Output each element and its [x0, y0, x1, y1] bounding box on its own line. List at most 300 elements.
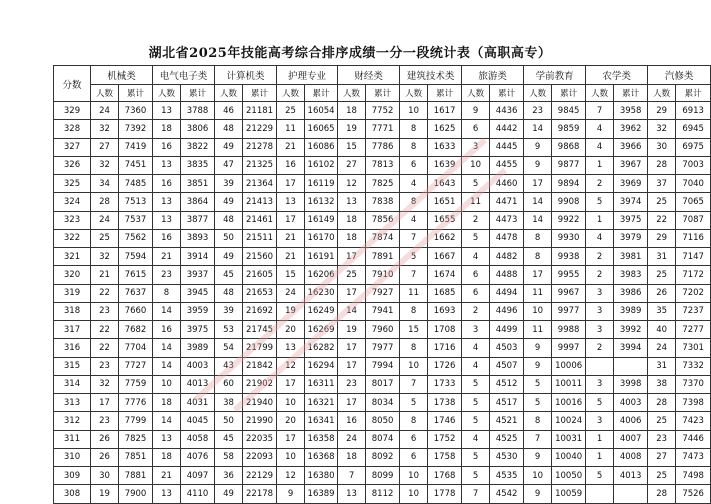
table-row [54, 229, 711, 247]
cumulative-subheader: 累计 [490, 85, 524, 102]
count-cell: 12 [277, 357, 305, 375]
cumulative-cell: 4445 [490, 138, 524, 156]
cumulative-cell: 4008 [614, 448, 648, 466]
score-cell: 320 [54, 266, 91, 284]
cumulative-cell: 7977 [366, 339, 400, 357]
count-cell: 27 [648, 448, 676, 466]
count-cell: 48 [215, 284, 243, 302]
count-cell: 9 [524, 138, 552, 156]
cumulative-cell: 7301 [676, 339, 711, 357]
cumulative-cell: 4058 [181, 430, 215, 448]
cumulative-cell: 16249 [305, 302, 338, 320]
cumulative-cell: 7172 [676, 266, 711, 284]
cumulative-cell: 22035 [243, 430, 277, 448]
cumulative-cell: 4521 [490, 412, 524, 430]
cumulative-cell: 3945 [181, 284, 215, 302]
cumulative-cell: 9988 [552, 321, 586, 339]
count-cell: 6 [462, 284, 490, 302]
cumulative-cell: 7771 [366, 120, 400, 138]
table-row [54, 339, 711, 357]
cumulative-cell: 10059 [552, 485, 586, 503]
cumulative-subheader: 累计 [305, 85, 338, 102]
count-cell: 17 [524, 175, 552, 193]
cumulative-subheader: 累计 [552, 85, 586, 102]
cumulative-cell: 3806 [181, 120, 215, 138]
count-cell: 10 [524, 302, 552, 320]
count-cell: 39 [215, 302, 243, 320]
count-cell: 25 [648, 193, 676, 211]
count-cell: 19 [338, 120, 366, 138]
cumulative-cell: 16358 [305, 430, 338, 448]
count-cell: 6 [400, 156, 428, 174]
count-cell: 25 [648, 412, 676, 430]
count-cell: 13 [153, 485, 181, 503]
count-cell: 13 [153, 102, 181, 120]
count-subheader: 人数 [648, 85, 676, 102]
score-cell: 312 [54, 412, 91, 430]
cumulative-cell: 4494 [490, 284, 524, 302]
category-header: 旅游类 [462, 66, 524, 85]
cumulative-cell: 21653 [243, 284, 277, 302]
count-cell: 13 [153, 430, 181, 448]
count-cell: 28 [91, 193, 119, 211]
cumulative-cell: 22178 [243, 485, 277, 503]
cumulative-cell: 7776 [119, 394, 153, 412]
cumulative-cell: 4013 [614, 467, 648, 485]
count-cell: 38 [215, 394, 243, 412]
table-row [54, 375, 711, 393]
cumulative-cell: 9845 [552, 102, 586, 120]
cumulative-cell: 16119 [305, 175, 338, 193]
count-cell: 16 [153, 175, 181, 193]
count-cell: 17 [338, 248, 366, 266]
count-cell: 10 [277, 448, 305, 466]
cumulative-cell: 7615 [119, 266, 153, 284]
count-cell: 30 [91, 467, 119, 485]
table-row [54, 193, 711, 211]
cumulative-cell: 16170 [305, 229, 338, 247]
cumulative-cell: 3983 [614, 266, 648, 284]
count-cell: 7 [400, 375, 428, 393]
count-cell: 13 [338, 193, 366, 211]
score-cell: 326 [54, 156, 91, 174]
cumulative-cell: 1716 [428, 339, 462, 357]
count-cell: 3 [586, 321, 614, 339]
count-cell: 17 [91, 394, 119, 412]
cumulative-cell: 4512 [490, 375, 524, 393]
cumulative-cell: 3967 [614, 156, 648, 174]
cumulative-cell: 3966 [614, 138, 648, 156]
count-cell: 2 [462, 211, 490, 229]
count-cell: 22 [91, 284, 119, 302]
cumulative-subheader: 累计 [428, 85, 462, 102]
cumulative-cell: 9922 [552, 211, 586, 229]
cumulative-cell: 7960 [366, 321, 400, 339]
table-row [54, 248, 711, 266]
count-cell: 20 [277, 412, 305, 430]
cumulative-cell: 21902 [243, 375, 277, 393]
cumulative-cell: 3981 [614, 248, 648, 266]
count-cell: 6 [400, 448, 428, 466]
table-row [54, 102, 711, 120]
cumulative-cell: 7498 [676, 467, 711, 485]
count-cell: 34 [91, 175, 119, 193]
score-cell: 322 [54, 229, 91, 247]
cumulative-cell: 7813 [366, 156, 400, 174]
count-cell: 6 [400, 430, 428, 448]
table-row [54, 485, 711, 503]
cumulative-cell: 7526 [676, 485, 711, 503]
count-cell: 31 [648, 248, 676, 266]
cumulative-cell: 9967 [552, 284, 586, 302]
cumulative-cell: 4473 [490, 211, 524, 229]
count-cell: 32 [648, 120, 676, 138]
count-cell: 7 [338, 467, 366, 485]
count-cell: 15 [338, 138, 366, 156]
count-cell: 8 [400, 412, 428, 430]
count-cell: 49 [215, 138, 243, 156]
cumulative-cell: 10011 [552, 375, 586, 393]
count-cell: 5 [462, 448, 490, 466]
cumulative-cell: 4076 [181, 448, 215, 466]
count-cell: 3 [462, 138, 490, 156]
count-cell: 17 [277, 430, 305, 448]
table-row [54, 138, 711, 156]
count-cell: 47 [215, 156, 243, 174]
count-cell: 21 [153, 248, 181, 266]
cumulative-cell: 7087 [676, 211, 711, 229]
count-subheader: 人数 [338, 85, 366, 102]
score-cell: 319 [54, 284, 91, 302]
category-header: 学前教育 [524, 66, 586, 85]
count-cell: 24 [277, 284, 305, 302]
count-cell: 21 [277, 138, 305, 156]
count-cell: 2 [586, 175, 614, 193]
count-cell: 23 [153, 266, 181, 284]
cumulative-cell: 1738 [428, 394, 462, 412]
cumulative-cell: 16380 [305, 467, 338, 485]
cumulative-cell: 16065 [305, 120, 338, 138]
count-cell: 11 [277, 120, 305, 138]
score-cell: 325 [54, 175, 91, 193]
cumulative-cell: 1655 [428, 211, 462, 229]
count-cell: 7 [524, 430, 552, 448]
table-header-row [54, 66, 711, 85]
cumulative-cell: 7825 [366, 175, 400, 193]
count-cell: 17 [338, 284, 366, 302]
table-row [54, 412, 711, 430]
cumulative-cell: 4007 [614, 430, 648, 448]
count-cell: 21 [277, 248, 305, 266]
cumulative-cell: 7891 [366, 248, 400, 266]
cumulative-cell: 10006 [552, 357, 586, 375]
score-table [53, 65, 711, 504]
cumulative-cell: 16206 [305, 266, 338, 284]
score-cell: 328 [54, 120, 91, 138]
count-cell: 13 [153, 193, 181, 211]
cumulative-cell: 8034 [366, 394, 400, 412]
count-cell: 39 [215, 175, 243, 193]
count-cell: 46 [215, 102, 243, 120]
cumulative-cell: 7003 [676, 156, 711, 174]
count-subheader: 人数 [586, 85, 614, 102]
count-cell: 2 [586, 248, 614, 266]
count-cell: 50 [215, 229, 243, 247]
count-cell: 4 [400, 175, 428, 193]
score-cell: 318 [54, 302, 91, 320]
cumulative-cell: 7473 [676, 448, 711, 466]
count-cell: 27 [338, 156, 366, 174]
count-cell: 8 [400, 138, 428, 156]
count-cell: 9 [524, 357, 552, 375]
cumulative-cell: 7994 [366, 357, 400, 375]
cumulative-cell: 7237 [676, 302, 711, 320]
count-cell: 3 [586, 412, 614, 430]
cumulative-cell: 7451 [119, 156, 153, 174]
cumulative-cell: 3974 [614, 193, 648, 211]
count-cell: 5 [462, 394, 490, 412]
count-cell: 36 [215, 467, 243, 485]
cumulative-cell: 7332 [676, 357, 711, 375]
cumulative-cell [614, 357, 648, 375]
count-cell: 9 [277, 485, 305, 503]
cumulative-cell: 7900 [119, 485, 153, 503]
count-cell: 10 [524, 467, 552, 485]
count-cell: 21 [91, 266, 119, 284]
count-cell: 10 [400, 102, 428, 120]
cumulative-cell: 7941 [366, 302, 400, 320]
count-cell: 11 [462, 193, 490, 211]
count-cell: 18 [338, 229, 366, 247]
cumulative-cell: 16086 [305, 138, 338, 156]
category-header: 财经类 [338, 66, 400, 85]
cumulative-cell: 1625 [428, 120, 462, 138]
cumulative-cell: 6913 [676, 102, 711, 120]
cumulative-cell: 10040 [552, 448, 586, 466]
cumulative-cell: 7682 [119, 321, 153, 339]
cumulative-cell: 22129 [243, 467, 277, 485]
cumulative-cell: 1633 [428, 138, 462, 156]
count-cell: 22 [91, 321, 119, 339]
count-cell: 24 [91, 102, 119, 120]
count-cell: 9 [524, 339, 552, 357]
category-header: 建筑技术类 [400, 66, 462, 85]
count-cell: 5 [462, 467, 490, 485]
cumulative-cell: 8092 [366, 448, 400, 466]
cumulative-cell: 1639 [428, 156, 462, 174]
cumulative-cell: 4535 [490, 467, 524, 485]
count-cell: 11 [524, 284, 552, 302]
cumulative-cell: 7065 [676, 193, 711, 211]
count-cell: 8 [400, 120, 428, 138]
cumulative-cell: 16149 [305, 211, 338, 229]
count-cell: 5 [462, 175, 490, 193]
count-subheader: 人数 [153, 85, 181, 102]
cumulative-cell: 16230 [305, 284, 338, 302]
count-cell: 13 [277, 193, 305, 211]
score-cell: 309 [54, 467, 91, 485]
count-cell: 4 [400, 211, 428, 229]
cumulative-cell: 9955 [552, 266, 586, 284]
cumulative-cell: 4110 [181, 485, 215, 503]
count-cell: 14 [524, 120, 552, 138]
count-cell: 4 [462, 430, 490, 448]
cumulative-cell: 7759 [119, 375, 153, 393]
count-cell: 16 [153, 321, 181, 339]
table-row [54, 302, 711, 320]
count-cell: 20 [277, 321, 305, 339]
score-cell: 323 [54, 211, 91, 229]
count-cell: 5 [586, 394, 614, 412]
count-cell: 31 [648, 357, 676, 375]
cumulative-cell: 16054 [305, 102, 338, 120]
cumulative-cell: 1733 [428, 375, 462, 393]
cumulative-cell: 9859 [552, 120, 586, 138]
cumulative-cell: 16341 [305, 412, 338, 430]
count-cell: 13 [153, 211, 181, 229]
cumulative-cell: 4488 [490, 266, 524, 284]
table-row [54, 448, 711, 466]
cumulative-cell: 7927 [366, 284, 400, 302]
cumulative-cell: 4436 [490, 102, 524, 120]
cumulative-cell: 7485 [119, 175, 153, 193]
cumulative-cell: 7881 [119, 467, 153, 485]
count-cell: 14 [153, 357, 181, 375]
count-cell: 17 [277, 375, 305, 393]
category-header: 农学类 [586, 66, 648, 85]
count-cell: 25 [648, 266, 676, 284]
count-cell: 26 [91, 430, 119, 448]
count-cell: 48 [215, 120, 243, 138]
count-subheader: 人数 [400, 85, 428, 102]
count-cell: 8 [524, 412, 552, 430]
cumulative-cell: 7910 [366, 266, 400, 284]
cumulative-cell: 7370 [676, 375, 711, 393]
cumulative-cell: 8074 [366, 430, 400, 448]
cumulative-cell: 7392 [119, 120, 153, 138]
cumulative-cell: 1778 [428, 485, 462, 503]
table-row [54, 467, 711, 485]
count-cell: 25 [91, 229, 119, 247]
count-cell: 2 [586, 339, 614, 357]
count-subheader: 人数 [215, 85, 243, 102]
count-cell: 5 [400, 394, 428, 412]
count-cell: 4 [586, 120, 614, 138]
cumulative-cell: 21940 [243, 394, 277, 412]
count-cell: 26 [648, 284, 676, 302]
count-cell: 5 [462, 375, 490, 393]
table-row [54, 175, 711, 193]
count-cell: 7 [462, 485, 490, 503]
count-cell: 18 [153, 120, 181, 138]
cumulative-cell: 21605 [243, 266, 277, 284]
cumulative-cell: 3994 [614, 339, 648, 357]
cumulative-cell: 21692 [243, 302, 277, 320]
count-cell: 28 [648, 485, 676, 503]
count-cell: 29 [648, 229, 676, 247]
count-cell: 14 [153, 339, 181, 357]
category-header: 电气电子类 [153, 66, 215, 85]
cumulative-cell: 3958 [614, 102, 648, 120]
cumulative-cell: 21745 [243, 321, 277, 339]
count-cell: 1 [586, 211, 614, 229]
cumulative-cell: 10050 [552, 467, 586, 485]
count-cell: 15 [277, 266, 305, 284]
cumulative-cell: 3864 [181, 193, 215, 211]
cumulative-cell: 21511 [243, 229, 277, 247]
cumulative-cell: 7838 [366, 193, 400, 211]
cumulative-cell: 4482 [490, 248, 524, 266]
cumulative-cell: 4542 [490, 485, 524, 503]
cumulative-cell: 7040 [676, 175, 711, 193]
count-cell: 19 [277, 302, 305, 320]
cumulative-cell: 7752 [366, 102, 400, 120]
cumulative-cell: 7537 [119, 211, 153, 229]
cumulative-cell: 7419 [119, 138, 153, 156]
count-cell: 6 [462, 120, 490, 138]
count-cell: 18 [338, 448, 366, 466]
count-cell: 32 [91, 120, 119, 138]
count-subheader: 人数 [277, 85, 305, 102]
cumulative-cell: 9868 [552, 138, 586, 156]
score-cell: 316 [54, 339, 91, 357]
cumulative-cell: 21799 [243, 339, 277, 357]
count-cell: 58 [215, 448, 243, 466]
cumulative-cell: 16132 [305, 193, 338, 211]
count-cell: 5 [524, 375, 552, 393]
count-cell: 28 [648, 394, 676, 412]
count-cell: 14 [524, 211, 552, 229]
count-cell: 9 [524, 448, 552, 466]
cumulative-cell: 21325 [243, 156, 277, 174]
table-row [54, 284, 711, 302]
score-cell: 315 [54, 357, 91, 375]
score-cell: 327 [54, 138, 91, 156]
count-cell: 27 [91, 138, 119, 156]
count-cell: 25 [277, 102, 305, 120]
count-cell: 17 [524, 266, 552, 284]
count-cell: 14 [153, 302, 181, 320]
count-cell: 25 [648, 467, 676, 485]
cumulative-cell: 4471 [490, 193, 524, 211]
count-cell: 35 [648, 302, 676, 320]
cumulative-cell: 7594 [119, 248, 153, 266]
cumulative-cell: 4517 [490, 394, 524, 412]
count-cell: 38 [648, 375, 676, 393]
cumulative-cell: 1752 [428, 430, 462, 448]
count-cell: 26 [91, 448, 119, 466]
count-cell: 54 [215, 339, 243, 357]
count-cell: 14 [524, 193, 552, 211]
cumulative-cell: 4507 [490, 357, 524, 375]
count-cell: 17 [277, 175, 305, 193]
cumulative-cell: 9997 [552, 339, 586, 357]
count-cell: 23 [91, 412, 119, 430]
score-cell: 321 [54, 248, 91, 266]
count-cell: 12 [338, 175, 366, 193]
count-cell: 18 [338, 102, 366, 120]
count-cell: 24 [338, 430, 366, 448]
cumulative-cell: 7874 [366, 229, 400, 247]
count-cell: 60 [215, 375, 243, 393]
cumulative-cell: 22093 [243, 448, 277, 466]
count-cell: 29 [648, 102, 676, 120]
cumulative-cell: 4031 [181, 394, 215, 412]
cumulative-cell: 9938 [552, 248, 586, 266]
count-cell: 32 [91, 156, 119, 174]
cumulative-cell: 21229 [243, 120, 277, 138]
count-cell: 16 [277, 156, 305, 174]
